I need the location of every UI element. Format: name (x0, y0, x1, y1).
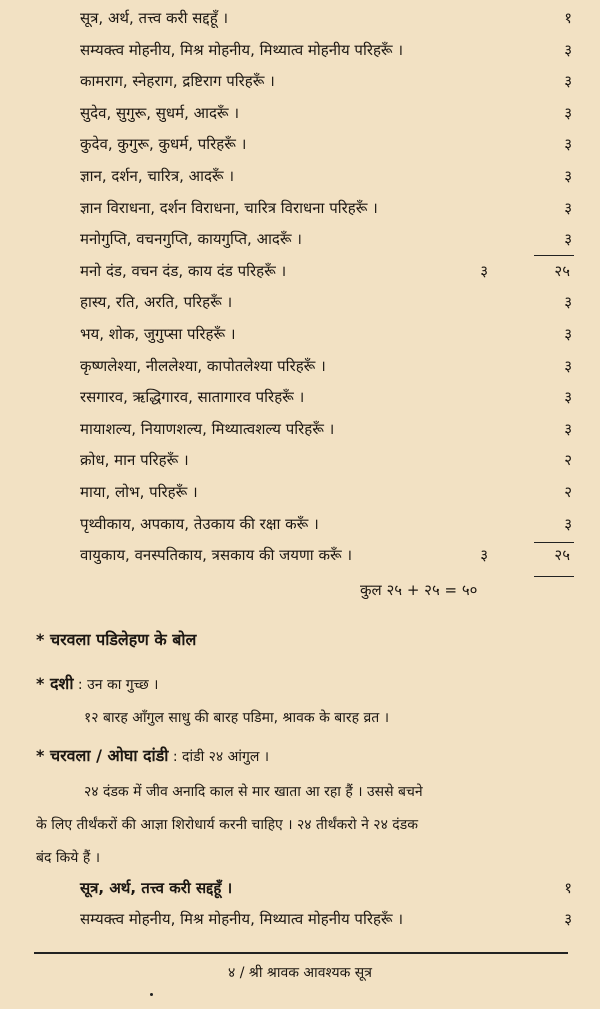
bol-text: सुदेव, सुगुरू, सुधर्म, आदरूँ । (80, 103, 240, 122)
bol-row (80, 413, 580, 445)
bol-count: ३ (480, 261, 488, 280)
bol-count: २ (564, 483, 572, 501)
page-footer: ४ / श्री श्रावक आवश्यक सूत्र (228, 965, 372, 981)
bol-row (80, 318, 580, 350)
charvala-label: * चरवला / ओघा दांडी (36, 746, 169, 765)
bol-text: सूत्र, अर्थ, तत्त्व करी सद्दहूँ । (80, 9, 229, 27)
bol-count: ३ (564, 293, 572, 312)
sum-rule-3 (534, 576, 574, 577)
bol-row (80, 903, 580, 935)
bol-text: ज्ञान, दर्शन, चारित्र, आदरूँ । (80, 167, 235, 185)
bol-row (80, 2, 580, 34)
charvala-line (36, 744, 269, 766)
bol-row (80, 34, 580, 66)
bol-text: रसगारव, ऋद्धिगारव, सातागारव परिहरूँ । (80, 388, 305, 407)
bol-count: ३ (564, 40, 572, 59)
bol-row (80, 508, 580, 540)
charvala-desc: : दांडी २४ आंगुल । (168, 749, 270, 765)
bol-count: १ (564, 9, 572, 27)
bol-row (80, 872, 580, 904)
bol-count: २ (564, 451, 572, 470)
bol-text: मनो दंड, वचन दंड, काय दंड परिहरूँ । (80, 261, 287, 280)
bol-text: हास्य, रति, अरति, परिहरूँ । (80, 293, 233, 312)
bol-count: ३ (480, 546, 488, 565)
bol-row (80, 97, 580, 129)
bol-text: भय, शोक, जुगुप्सा परिहरूँ । (80, 325, 236, 343)
bol-subtotal: २५ (554, 546, 570, 565)
bol-text: क्रोध, मान परिहरूँ । (80, 451, 189, 470)
bol-row (80, 350, 580, 382)
bol-count: ३ (564, 167, 572, 185)
sum-rule-2 (534, 542, 574, 543)
bol-count: ३ (564, 103, 572, 122)
bol-count: ३ (564, 388, 572, 407)
bol-count: ३ (564, 230, 572, 249)
bol-row (80, 255, 580, 287)
bol-text: सूत्र, अर्थ, तत्त्व करी सद्दहूँ । (80, 879, 233, 897)
bol-text: पृथ्वीकाय, अपकाय, तेउकाय की रक्षा करूँ । (80, 514, 319, 533)
dashi-detail: १२ बारह आँगुल साधु की बारह पडिमा, श्रावक के बारह व्रत । (84, 710, 390, 726)
bol-count: ३ (564, 135, 572, 154)
grand-total: कुल २५ + २५ = ५० (360, 581, 478, 599)
paragraph-line-3: बंद किये हैं । (36, 850, 101, 866)
paragraph-line-2: के लिए तीर्थंकरों की आज्ञा शिरोधार्य करनी चाहिए । २४ तीर्थंकरो ने २४ दंडक (36, 817, 418, 833)
bol-row (80, 476, 580, 508)
bol-count: ३ (564, 198, 572, 217)
bol-count: ३ (564, 419, 572, 438)
bol-text: कामराग, स्नेहराग, द्रष्टिराग परिहरूँ । (80, 72, 275, 91)
bol-row (80, 444, 580, 476)
bol-row (80, 160, 580, 192)
bol-count: ३ (564, 356, 572, 375)
bol-count: ३ (564, 514, 572, 533)
bol-row (80, 381, 580, 413)
bol-text: मायाशल्य, नियाणशल्य, मिथ्यात्वशल्य परिहरूँ । (80, 419, 335, 438)
bol-text: कुदेव, कुगुरू, कुधर्म, परिहरूँ । (80, 135, 247, 154)
dashi-label: * दशी (36, 674, 74, 693)
paragraph-line-1: २४ दंडक में जीव अनादि काल से मार खाता आ रहा हैं । उससे बचने (84, 784, 423, 800)
dashi-desc: : उन का गुच्छ । (73, 677, 159, 693)
bol-count: ३ (564, 72, 572, 91)
footer-rule (34, 952, 568, 954)
bol-text: मनोगुप्ति, वचनगुप्ति, कायगुप्ति, आदरूँ । (80, 230, 302, 249)
dashi-line (36, 672, 158, 694)
bol-row (80, 286, 580, 318)
bol-text: माया, लोभ, परिहरूँ । (80, 483, 198, 501)
bol-count: ३ (564, 325, 572, 343)
bol-row (80, 65, 580, 97)
bol-text: सम्यक्त्व मोहनीय, मिश्र मोहनीय, मिथ्यात्व मोहनीय परिहरूँ । (80, 40, 404, 59)
bol-row (80, 539, 580, 571)
bol-text: कृष्णलेश्या, नीललेश्या, कापोतलेश्या परिहरूँ । (80, 356, 326, 375)
ink-speck (150, 993, 153, 996)
bol-text: वायुकाय, वनस्पतिकाय, त्रसकाय की जयणा करूँ । (80, 546, 353, 565)
bol-count: १ (564, 879, 572, 897)
sum-rule-1 (534, 255, 574, 256)
bol-row (80, 128, 580, 160)
bol-text: ज्ञान विराधना, दर्शन विराधना, चारित्र विराधना परिहरूँ । (80, 198, 378, 217)
section-heading: * चरवला पडिलेहण के बोल (36, 630, 197, 649)
bol-row (80, 192, 580, 224)
bol-text: सम्यक्त्व मोहनीय, मिश्र मोहनीय, मिथ्यात्व मोहनीय परिहरूँ । (80, 910, 404, 928)
bol-subtotal: २५ (554, 261, 570, 280)
bol-row (80, 223, 580, 255)
bol-count: ३ (564, 910, 572, 928)
